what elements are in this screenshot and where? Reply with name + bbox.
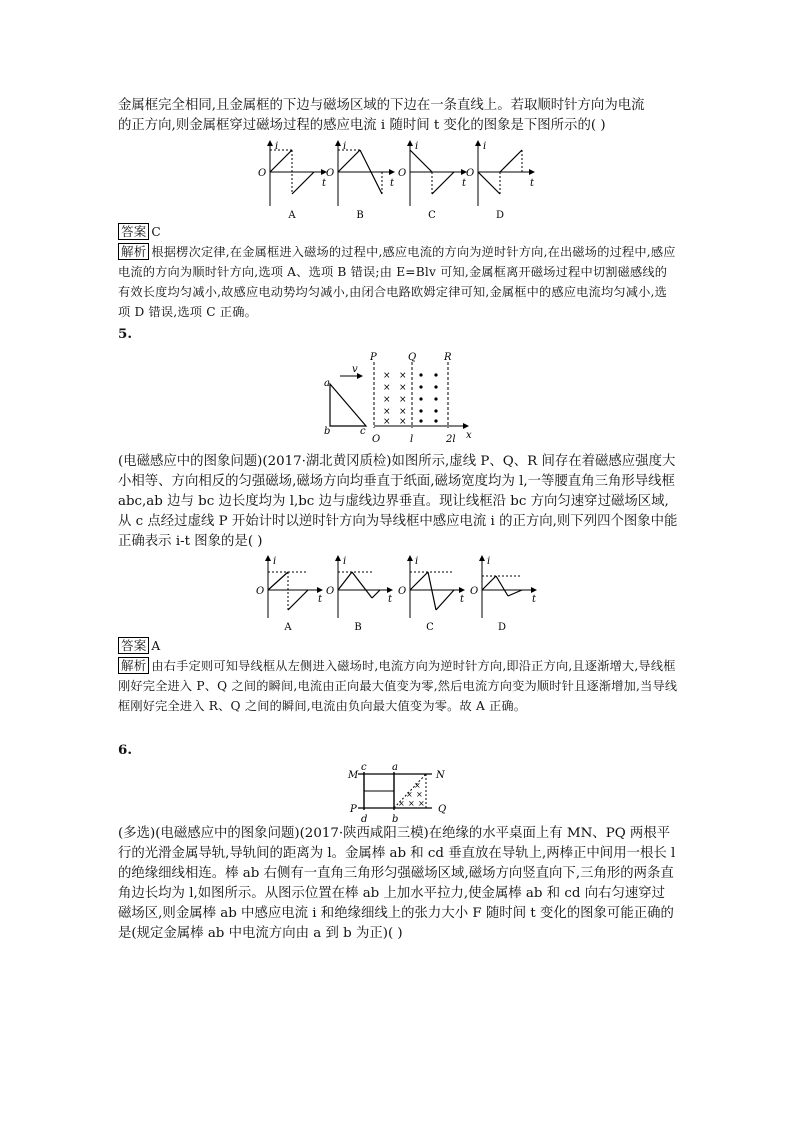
- axis-t: t: [460, 594, 465, 605]
- q6-figure: [0, 760, 794, 824]
- label-b: b: [324, 426, 331, 437]
- svg-text:×: ×: [406, 790, 413, 799]
- svg-text:×: ×: [398, 799, 405, 808]
- label-x: x: [466, 430, 472, 441]
- axis-o: O: [398, 168, 407, 179]
- q5-label-b: B: [354, 622, 362, 633]
- q5-graph-a: [256, 556, 323, 633]
- label-a: a: [324, 378, 330, 389]
- analysis-tag: 解析: [118, 243, 149, 260]
- svg-text:×: ×: [399, 395, 407, 405]
- answer-tag: 答案: [118, 223, 149, 240]
- label-p6: P: [350, 804, 357, 815]
- label-v: v: [352, 364, 358, 375]
- q4-stem: [118, 96, 678, 136]
- svg-text:×: ×: [383, 395, 391, 405]
- q4-label-c: C: [428, 210, 436, 221]
- axis-t: t: [462, 178, 467, 189]
- answer-tag: 答案: [118, 637, 149, 654]
- q5-label-a: A: [284, 622, 292, 633]
- label-c: c: [360, 426, 366, 437]
- q5-label-d: D: [497, 622, 507, 633]
- svg-text:×: ×: [383, 407, 391, 417]
- q4-analysis: [118, 242, 678, 322]
- q4-graph-c: [398, 141, 467, 221]
- label-p: P: [370, 352, 377, 363]
- label-a6: a: [392, 762, 398, 773]
- q5-answer: [118, 636, 678, 656]
- svg-text:×: ×: [399, 407, 407, 417]
- label-2l: 2l: [446, 434, 456, 445]
- label-o: O: [372, 434, 381, 445]
- svg-text:×: ×: [408, 799, 415, 808]
- analysis-tag: 解析: [118, 657, 149, 674]
- label-q6: Q: [438, 804, 447, 815]
- svg-text:×: ×: [399, 417, 407, 427]
- answer-value: A: [151, 639, 161, 653]
- q4-graph-a: [258, 141, 327, 221]
- svg-text:×: ×: [399, 383, 407, 393]
- label-c6: c: [361, 762, 367, 773]
- q5-graph-c: [398, 556, 465, 633]
- axis-i: i: [343, 141, 347, 152]
- axis-i: i: [273, 556, 277, 567]
- axis-o: O: [256, 586, 265, 597]
- q5-option-graphs: [0, 552, 794, 638]
- axis-o: O: [398, 586, 407, 597]
- svg-text:×: ×: [383, 371, 391, 381]
- q5-stem: (电磁感应中的图象问题)(2017·湖北黄冈质检)如图所示,虚线 P、Q、R 间存在着磁感应强度大小相等、方向相反的匀强磁场,磁场方向均垂直于纸面,磁场宽度均为 l,一等腰直角三角形导线框 abc,ab 边与 bc 边长度均为 l,bc 边与虚线边界垂直。现让线框沿 bc 方向匀速穿过磁场区域,从 c 点经过虚线 P 开始计时以逆时针方向为导线框中感应电流 i 的正方向,则下列四个图象中能正确表示 i-t 图象的是( ): [118, 454, 678, 549]
- axis-t: t: [388, 594, 393, 605]
- q6-stem: (多选)(电磁感应中的图象问题)(2017·陕西咸阳三模)在绝缘的水平桌面上有 MN、PQ 两根平行的光滑金属导轨,导轨间的距离为 l。金属棒 ab 和 cd 垂直放在导轨上,两棒正中间用一根长 l 的绝缘细线相连。棒 ab 右侧有一直角三角形匀强磁场区域,磁场方向竖直向下,三角形的两条直角边长均为 l,如图所示。从图示位置在棒 ab 上加水平拉力,使金属棒 ab 和 cd 向右匀速穿过磁场区,则金属棒 ab 中感应电流 i 和绝缘细线上的张力大小 F 随时间 t 变化的图象可能正确的是(规定金属棒 ab 中电流方向由 a 到 b 为正)( ): [118, 826, 676, 941]
- axis-o: O: [258, 168, 267, 179]
- svg-text:×: ×: [383, 417, 391, 427]
- axis-o: O: [326, 586, 335, 597]
- q4-label-b: B: [356, 210, 364, 221]
- q5-label-c: C: [426, 622, 434, 633]
- analysis-text: 根据楞次定律,在金属框进入磁场的过程中,感应电流的方向为逆时针方向,在出磁场的过程中,感应电流的方向为顺时针方向,选项 A、选项 B 错误;由 E=Blv 可知,金属框离开磁场过程中切割磁感线的有效长度均匀减小,故感应电动势均匀减小,由闭合电路欧姆定律可知,金属框中的感应电流均匀减小,选项 D 错误,选项 C 正确。: [118, 245, 676, 319]
- q4-label-d: D: [495, 210, 505, 221]
- answer-value: C: [151, 225, 161, 239]
- axis-i: i: [275, 141, 279, 152]
- axis-i: i: [415, 141, 419, 152]
- q5-graph-d: [470, 556, 537, 633]
- q6-number: 6.: [118, 742, 132, 758]
- svg-text:×: ×: [414, 781, 421, 790]
- axis-t: t: [530, 178, 535, 189]
- label-b6: b: [392, 814, 399, 824]
- label-q: Q: [408, 352, 417, 363]
- label-r: R: [444, 352, 452, 363]
- q4-option-graphs: [0, 138, 794, 228]
- label-n: N: [436, 770, 445, 781]
- q4-graph-b: [326, 141, 395, 221]
- q4-stem-line1: 金属框完全相同,且金属框的下边与磁场区域的下边在一条直线上。若取顺时针方向为电流: [118, 98, 645, 113]
- label-m: M: [348, 770, 359, 781]
- q5-graph-b: [326, 556, 393, 633]
- analysis-text: 由右手定则可知导线框从左侧进入磁场时,电流方向为逆时针方向,即沿正方向,且逐渐增大,导线框刚好完全进入 P、Q 之间的瞬间,电流由正向最大值变为零,然后电流方向变为顺时针且逐渐增加,当导线框刚好完全进入 R、Q 之间的瞬间,电流由负向最大值变为零。故 A 正确。: [118, 659, 678, 713]
- axis-o: O: [326, 168, 335, 179]
- q4-label-a: A: [288, 210, 296, 221]
- svg-text:×: ×: [399, 371, 407, 381]
- svg-text:×: ×: [416, 790, 423, 799]
- axis-i: i: [483, 141, 487, 152]
- axis-o: O: [470, 586, 479, 597]
- svg-text:×: ×: [383, 383, 391, 393]
- label-d6: d: [361, 814, 368, 824]
- axis-i: i: [415, 556, 419, 567]
- q4-stem-line2: 的正方向,则金属框穿过磁场过程的感应电流 i 随时间 t 变化的图象是下图所示的( ): [118, 118, 606, 133]
- q5-analysis: [118, 656, 678, 716]
- svg-text:×: ×: [418, 799, 425, 808]
- label-l: l: [410, 434, 414, 445]
- axis-i: i: [343, 556, 347, 567]
- axis-t: t: [318, 594, 323, 605]
- q5-number: 5.: [118, 326, 132, 342]
- axis-t: t: [390, 178, 395, 189]
- axis-t: t: [532, 594, 537, 605]
- q4-answer: [118, 222, 678, 242]
- q4-graph-d: [466, 141, 535, 221]
- axis-i: i: [487, 556, 491, 567]
- axis-o: O: [466, 168, 475, 179]
- q5-figure: [0, 348, 794, 448]
- axis-t: t: [322, 178, 327, 189]
